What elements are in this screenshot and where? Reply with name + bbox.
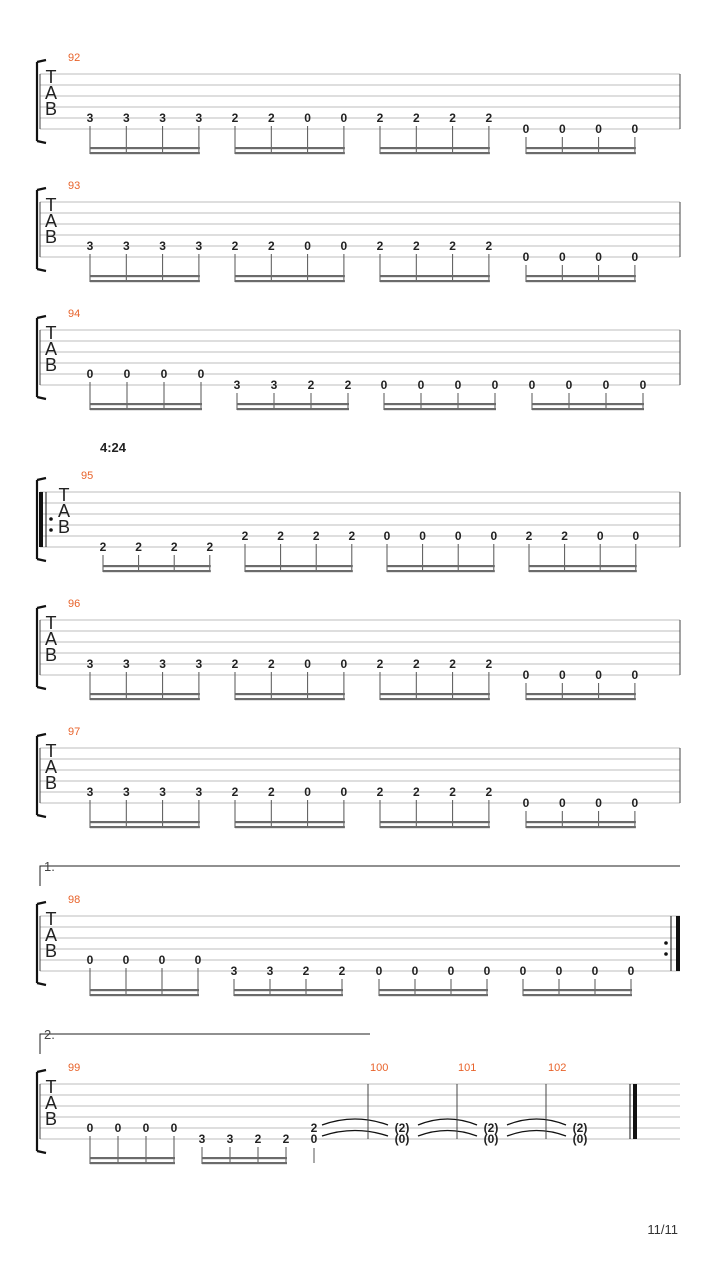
- fret-number: 0: [631, 796, 639, 810]
- beam: [90, 275, 200, 277]
- fret-number: 0: [340, 657, 348, 671]
- page-number: 11/11: [647, 1222, 678, 1237]
- fret-number: 3: [159, 111, 166, 125]
- fret-number: 0: [86, 953, 94, 967]
- beam: [103, 570, 211, 572]
- fret-number: 3: [86, 239, 94, 253]
- fret-number: 0: [340, 111, 348, 125]
- fret-number: 0: [522, 796, 530, 810]
- tie-arc: [322, 1131, 388, 1137]
- fret-number: 2: [241, 529, 249, 543]
- fret-number: 0: [122, 953, 130, 967]
- fret-number: 2: [231, 239, 239, 253]
- tab-clef-letter: T: [58, 485, 70, 505]
- measure-number: 92: [68, 52, 81, 64]
- tab-clef-letter: B: [44, 99, 58, 119]
- beam: [380, 280, 490, 282]
- fret-number: (0): [394, 1132, 410, 1146]
- fret-number: 0: [522, 122, 530, 136]
- tab-clef-letter: A: [44, 83, 58, 103]
- beam: [90, 989, 199, 991]
- repeat-dot: [49, 517, 53, 521]
- fret-number: 2: [376, 239, 384, 253]
- beam: [526, 698, 636, 700]
- fret-number: 0: [519, 964, 527, 978]
- beam: [202, 1162, 287, 1164]
- fret-number: 2: [170, 540, 178, 554]
- measure-number: 97: [68, 726, 81, 738]
- measure-number: 99: [68, 1062, 81, 1074]
- beam: [526, 275, 636, 277]
- fret-number: 0: [86, 367, 94, 381]
- beam: [235, 821, 345, 823]
- measure-number: 96: [68, 598, 81, 610]
- tab-clef-letter: A: [57, 501, 71, 521]
- fret-number: 2: [449, 111, 456, 125]
- fret-number: (2): [394, 1121, 410, 1135]
- beam: [526, 147, 636, 149]
- beam: [90, 698, 200, 700]
- tab-clef-letter: T: [45, 909, 57, 929]
- fret-number: 0: [340, 239, 348, 253]
- fret-number: 2: [344, 378, 352, 392]
- fret-number: 0: [602, 378, 610, 392]
- tab-clef-letter: T: [45, 195, 57, 215]
- fret-number: 0: [631, 122, 639, 136]
- fret-number: 0: [558, 122, 566, 136]
- beam: [379, 989, 488, 991]
- fret-number: 0: [304, 111, 311, 125]
- measure-number: 102: [548, 1062, 567, 1074]
- beam: [532, 403, 644, 405]
- fret-number: 0: [454, 378, 462, 392]
- volta-label: 1.: [44, 859, 55, 874]
- fret-number: 3: [122, 785, 130, 799]
- beam: [103, 565, 211, 567]
- fret-number: 0: [123, 367, 131, 381]
- tab-clef-letter: A: [44, 339, 58, 359]
- fret-number: 2: [302, 964, 310, 978]
- fret-number: (0): [572, 1132, 588, 1146]
- fret-number: 2: [267, 111, 275, 125]
- fret-number: 2: [561, 529, 568, 543]
- tab-clef-letter: A: [44, 1093, 58, 1113]
- fret-number: 2: [310, 1121, 318, 1135]
- measure-number: 93: [68, 180, 81, 192]
- fret-number: 3: [226, 1132, 234, 1146]
- fret-number: 2: [412, 657, 420, 671]
- fret-number: 3: [122, 657, 130, 671]
- fret-number: 0: [528, 378, 536, 392]
- tie-arc: [418, 1119, 477, 1125]
- beam: [526, 821, 636, 823]
- fret-number: 0: [591, 964, 599, 978]
- fret-number: 0: [114, 1121, 122, 1135]
- tie-arc: [507, 1119, 566, 1125]
- fret-number: 3: [195, 239, 203, 253]
- repeat-dot: [49, 528, 53, 532]
- beam: [235, 147, 345, 149]
- fret-number: 0: [522, 250, 530, 264]
- beam: [529, 565, 637, 567]
- fret-number: 0: [158, 953, 166, 967]
- time-marker: 4:24: [100, 440, 127, 455]
- tab-clef-letter: T: [45, 67, 57, 87]
- beam: [526, 152, 636, 154]
- tab-clef-letter: T: [45, 1077, 57, 1097]
- beam: [526, 693, 636, 695]
- tab-clef-letter: B: [44, 645, 58, 665]
- fret-number: 0: [490, 529, 498, 543]
- beam: [90, 1157, 175, 1159]
- beam: [384, 403, 496, 405]
- fret-number: 2: [231, 657, 239, 671]
- beam: [380, 147, 490, 149]
- repeat-end-thick-bar: [676, 916, 680, 971]
- fret-number: 0: [565, 378, 573, 392]
- fret-number: 0: [555, 964, 563, 978]
- fret-number: 3: [86, 111, 94, 125]
- fret-number: 0: [304, 785, 311, 799]
- fret-number: 0: [595, 122, 602, 136]
- fret-number: 0: [304, 239, 311, 253]
- fret-number: 0: [380, 378, 388, 392]
- tab-clef-letter: B: [44, 773, 58, 793]
- fret-number: 0: [632, 529, 640, 543]
- fret-number: 2: [449, 785, 456, 799]
- beam: [90, 408, 202, 410]
- beam: [202, 1157, 287, 1159]
- fret-number: 0: [419, 529, 426, 543]
- beam: [387, 570, 495, 572]
- fret-number: 2: [277, 529, 284, 543]
- beam: [234, 989, 343, 991]
- fret-number: 0: [340, 785, 348, 799]
- fret-number: 3: [195, 657, 203, 671]
- tab-clef-letter: B: [57, 517, 71, 537]
- fret-number: 0: [631, 250, 639, 264]
- fret-number: 2: [231, 785, 239, 799]
- beam: [380, 826, 490, 828]
- tab-clef-letter: T: [45, 613, 57, 633]
- fret-number: 0: [522, 668, 530, 682]
- fret-number: 2: [376, 657, 384, 671]
- measure-number: 95: [81, 470, 94, 482]
- fret-number: (2): [483, 1121, 499, 1135]
- fret-number: 0: [447, 964, 455, 978]
- fret-number: 3: [266, 964, 274, 978]
- tab-clef-letter: B: [44, 941, 58, 961]
- tie-arc: [322, 1119, 388, 1125]
- beam: [235, 280, 345, 282]
- volta-bracket: [40, 866, 680, 886]
- beam: [380, 698, 490, 700]
- volta-bracket: [40, 1034, 370, 1054]
- fret-number: 0: [304, 657, 311, 671]
- fret-number: 0: [197, 367, 205, 381]
- fret-number: 3: [86, 785, 94, 799]
- fret-number: 0: [310, 1132, 318, 1146]
- fret-number: 3: [122, 111, 130, 125]
- beam: [234, 994, 343, 996]
- beam: [90, 403, 202, 405]
- fret-number: 0: [170, 1121, 178, 1135]
- tab-clef-letter: B: [44, 1109, 58, 1129]
- volta-label: 2.: [44, 1027, 55, 1042]
- beam: [90, 280, 200, 282]
- beam: [235, 152, 345, 154]
- fret-number: 0: [417, 378, 425, 392]
- beam: [523, 989, 632, 991]
- beam: [245, 565, 353, 567]
- beam: [237, 408, 349, 410]
- measure-number: 101: [458, 1062, 477, 1074]
- fret-number: 3: [159, 657, 166, 671]
- fret-number: 0: [142, 1121, 150, 1135]
- beam: [235, 826, 345, 828]
- fret-number: 0: [558, 668, 566, 682]
- fret-number: 2: [312, 529, 320, 543]
- beam: [235, 698, 345, 700]
- fret-number: 3: [86, 657, 94, 671]
- fret-number: 2: [254, 1132, 262, 1146]
- fret-number: 0: [631, 668, 639, 682]
- fret-number: 0: [160, 367, 168, 381]
- tab-clef-letter: B: [44, 227, 58, 247]
- fret-number: 2: [485, 657, 493, 671]
- beam: [90, 147, 200, 149]
- fret-number: 3: [230, 964, 238, 978]
- tab-clef-letter: A: [44, 925, 58, 945]
- fret-number: 2: [485, 785, 493, 799]
- beam: [523, 994, 632, 996]
- fret-number: 0: [639, 378, 647, 392]
- fret-number: 2: [412, 111, 420, 125]
- fret-number: 2: [282, 1132, 290, 1146]
- fret-number: 3: [122, 239, 130, 253]
- beam: [532, 408, 644, 410]
- tie-arc: [418, 1131, 477, 1137]
- beam: [387, 565, 495, 567]
- beam: [237, 403, 349, 405]
- fret-number: 2: [525, 529, 533, 543]
- fret-number: 3: [195, 111, 203, 125]
- beam: [380, 152, 490, 154]
- fret-number: 3: [159, 239, 166, 253]
- repeat-start-thick-bar: [39, 492, 43, 547]
- beam: [235, 693, 345, 695]
- measure-number: 100: [370, 1062, 389, 1074]
- fret-number: 0: [595, 668, 602, 682]
- fret-number: 2: [376, 111, 384, 125]
- fret-number: 2: [267, 785, 275, 799]
- fret-number: 2: [135, 540, 142, 554]
- tie-arc: [507, 1131, 566, 1137]
- fret-number: 0: [558, 250, 566, 264]
- fret-number: 2: [267, 239, 275, 253]
- beam: [90, 693, 200, 695]
- beam: [90, 152, 200, 154]
- beam: [529, 570, 637, 572]
- beam: [379, 994, 488, 996]
- fret-number: 2: [376, 785, 384, 799]
- fret-number: 0: [627, 964, 635, 978]
- beam: [90, 826, 200, 828]
- beam: [384, 408, 496, 410]
- fret-number: 2: [449, 239, 456, 253]
- fret-number: 2: [267, 657, 275, 671]
- fret-number: 2: [206, 540, 214, 554]
- beam: [90, 821, 200, 823]
- beam: [235, 275, 345, 277]
- beam: [526, 280, 636, 282]
- beam: [526, 826, 636, 828]
- fret-number: 0: [375, 964, 383, 978]
- fret-number: 2: [348, 529, 356, 543]
- beam: [245, 570, 353, 572]
- beam: [380, 275, 490, 277]
- beam: [380, 821, 490, 823]
- tab-clef-letter: A: [44, 629, 58, 649]
- fret-number: 2: [307, 378, 315, 392]
- fret-number: 2: [485, 239, 493, 253]
- tab-clef-letter: T: [45, 741, 57, 761]
- fret-number: 2: [231, 111, 239, 125]
- fret-number: 0: [411, 964, 419, 978]
- measure-number: 98: [68, 894, 81, 906]
- fret-number: 2: [338, 964, 346, 978]
- tab-clef-letter: T: [45, 323, 57, 343]
- fret-number: 2: [449, 657, 456, 671]
- fret-number: 3: [159, 785, 166, 799]
- final-thick-barline: [633, 1084, 637, 1139]
- fret-number: 3: [233, 378, 241, 392]
- tab-clef-letter: A: [44, 757, 58, 777]
- fret-number: (0): [483, 1132, 499, 1146]
- fret-number: 3: [198, 1132, 206, 1146]
- fret-number: 2: [99, 540, 107, 554]
- measure-number: 94: [68, 308, 81, 320]
- fret-number: 2: [412, 785, 420, 799]
- fret-number: (2): [572, 1121, 588, 1135]
- fret-number: 0: [595, 796, 602, 810]
- beam: [380, 693, 490, 695]
- fret-number: 0: [86, 1121, 94, 1135]
- fret-number: 3: [270, 378, 278, 392]
- fret-number: 3: [195, 785, 203, 799]
- fret-number: 0: [483, 964, 491, 978]
- fret-number: 0: [454, 529, 462, 543]
- fret-number: 2: [412, 239, 420, 253]
- beam: [90, 1162, 175, 1164]
- repeat-dot: [664, 941, 668, 945]
- tab-clef-letter: B: [44, 355, 58, 375]
- fret-number: 0: [194, 953, 202, 967]
- fret-number: 2: [485, 111, 493, 125]
- fret-number: 0: [558, 796, 566, 810]
- fret-number: 0: [491, 378, 499, 392]
- fret-number: 0: [383, 529, 391, 543]
- tab-clef-letter: A: [44, 211, 58, 231]
- repeat-dot: [664, 952, 668, 956]
- fret-number: 0: [595, 250, 602, 264]
- beam: [90, 994, 199, 996]
- fret-number: 0: [596, 529, 604, 543]
